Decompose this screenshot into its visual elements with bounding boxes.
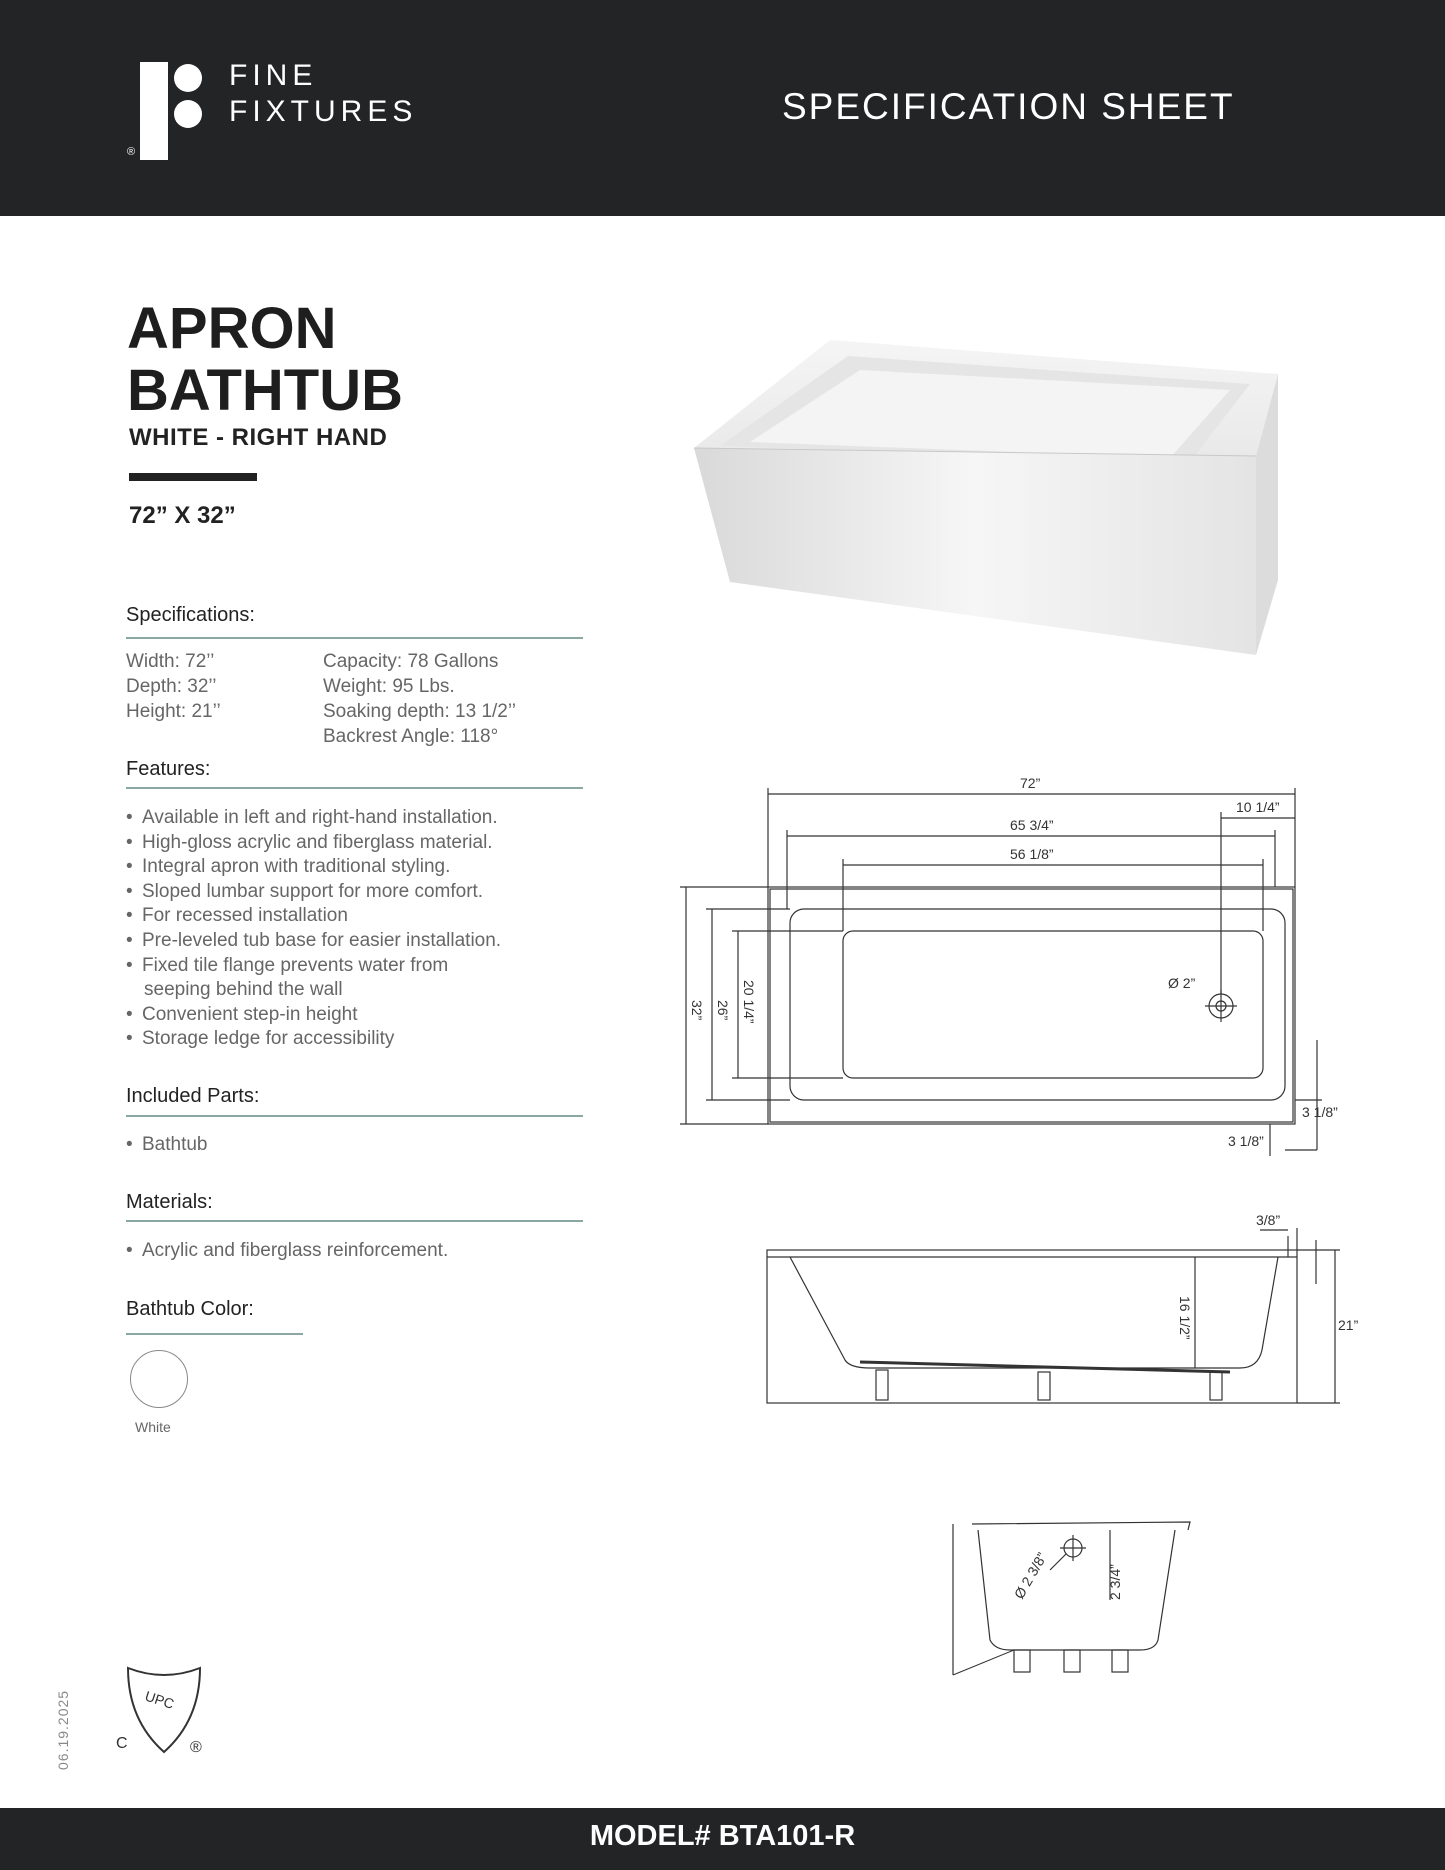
list-item: • Acrylic and fiberglass reinforcement. (126, 1239, 448, 1264)
end-view-labels (1011, 1549, 1123, 1601)
dim-overflow: Ø 2 3/8” (1010, 1549, 1050, 1602)
dim-overflow-height: 2 3/4” (1107, 1564, 1123, 1600)
model-number: MODEL# BTA101-R (589, 1820, 856, 1852)
dim-width: 72” (1020, 775, 1041, 791)
top-view-labels (689, 775, 1338, 1149)
sheet-title: SPECIFICATION SHEET (782, 86, 1235, 127)
registered-mark: ® (127, 146, 136, 158)
product-dimensions: 72” X 32” (129, 502, 236, 529)
product-subtitle: WHITE - RIGHT HAND (129, 424, 388, 451)
end-view-drawing (953, 1522, 1190, 1675)
upc-left-mark: C (116, 1735, 128, 1752)
dim-depth: 32” (689, 1000, 705, 1021)
footer-bar (0, 1808, 1445, 1870)
dim-inner: 56 1/8” (1010, 846, 1054, 862)
dim-drain: Ø 2” (1168, 975, 1196, 991)
brand-name: FINE FIXTURES (229, 59, 418, 128)
bathtub-color-heading: Bathtub Color: (126, 1298, 254, 1320)
specs-column-2: Capacity: 78 Gallons Weight: 95 Lbs. Soaking depth: 13 1/2’’ Backrest Angle: 118° (323, 651, 516, 747)
list-item: • Sloped lumbar support for more comfort. (126, 880, 501, 905)
list-item: • High-gloss acrylic and fiberglass material. (126, 831, 501, 856)
list-item-continuation: seeping behind the wall (144, 979, 343, 1001)
dim-drain-offset: 10 1/4” (1236, 799, 1280, 815)
list-item: • Convenient step-in height (126, 1003, 501, 1028)
upc-right-mark: ® (190, 1739, 202, 1756)
product-title: APRON BATHTUB (127, 296, 403, 423)
dim-flange-side: 3 1/8” (1302, 1104, 1338, 1120)
specs-column-1: Width: 72’’ Depth: 32’’ Height: 21’’ (126, 651, 221, 722)
dim-inner-depth: 16 1/2” (1177, 1296, 1193, 1340)
side-view-labels (1177, 1212, 1359, 1340)
list-item: • Storage ledge for accessibility (126, 1027, 501, 1052)
list-item: • Bathtub (126, 1133, 208, 1158)
list-item: • Available in left and right-hand installation. (126, 806, 501, 831)
dim-flange: 3/8” (1256, 1212, 1281, 1228)
included-parts-heading: Included Parts: (126, 1085, 260, 1107)
list-item: • Fixed tile flange prevents water from (126, 954, 501, 979)
features-heading: Features: (126, 758, 211, 780)
dim-outer: 65 3/4” (1010, 817, 1054, 833)
dim-depth2: 26” (715, 1000, 731, 1021)
list-item: • Pre-leveled tub base for easier installation. (126, 929, 501, 954)
dim-flange-front: 3 1/8” (1228, 1133, 1264, 1149)
document-date: 06.19.2025 (55, 1689, 71, 1770)
dim-height: 21” (1338, 1317, 1359, 1333)
upc-mark-text: UPC (143, 1687, 177, 1712)
color-swatch-label: White (135, 1419, 171, 1435)
list-item: • Integral apron with traditional styling. (126, 855, 501, 880)
side-view-drawing (767, 1228, 1340, 1403)
top-view-drawing (680, 788, 1322, 1156)
materials-heading: Materials: (126, 1191, 213, 1213)
dim-depth3: 20 1/4” (741, 980, 757, 1024)
list-item: • For recessed installation (126, 904, 501, 929)
specifications-heading: Specifications: (126, 604, 255, 626)
